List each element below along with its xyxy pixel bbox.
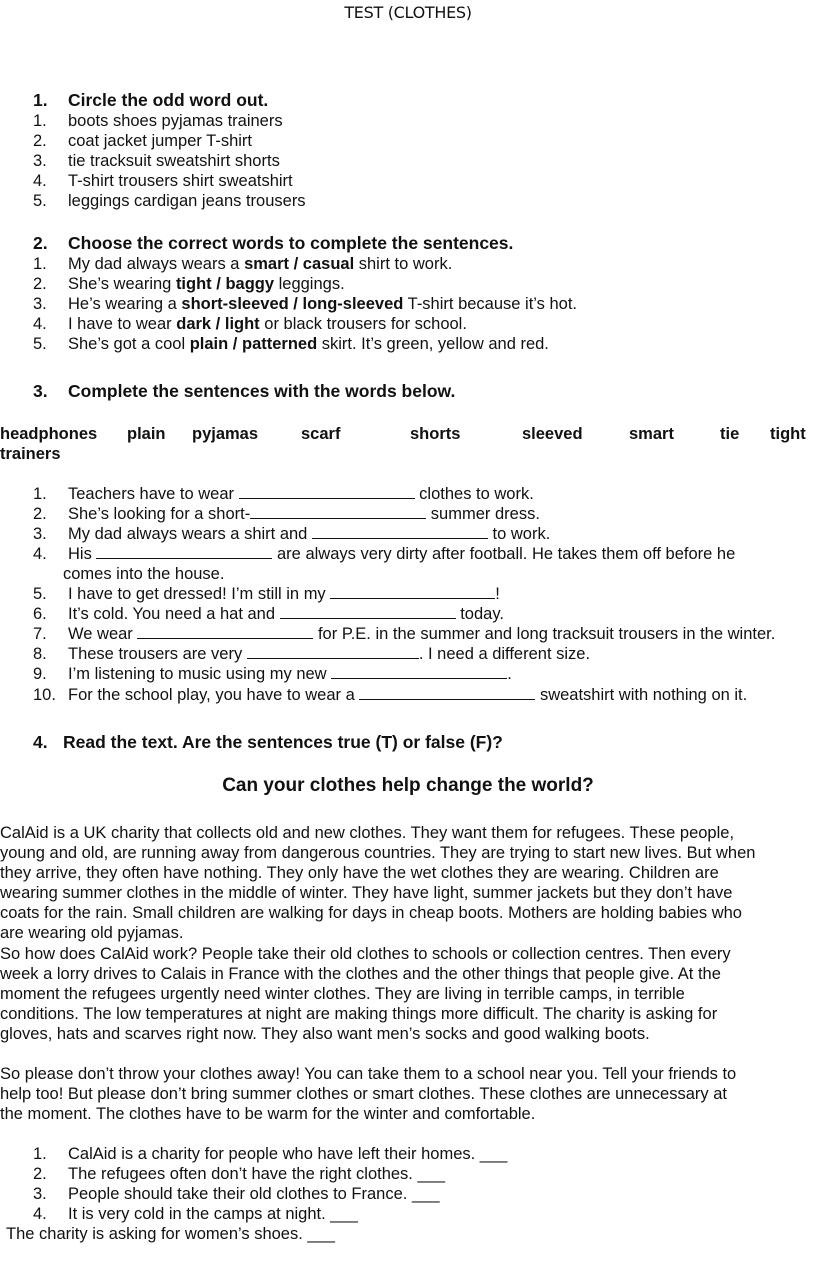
list-item-continuation: comes into the house.: [63, 565, 225, 583]
answer-blank[interactable]: [239, 484, 415, 499]
option-word[interactable]: tight: [175, 275, 212, 293]
list-item: 5. I have to get dressed! I’m still in my !: [33, 585, 500, 603]
answer-blank[interactable]: [331, 664, 507, 679]
true-false-statement: 4. It is very cold in the camps at night. ___: [33, 1205, 358, 1223]
true-false-statement: The charity is asking for women’s shoes. ___: [6, 1225, 335, 1243]
word-bank-item: scarf: [301, 425, 341, 443]
section-2-heading: 2. Choose the correct words to complete the sentences.: [33, 233, 514, 253]
page-title: TEST (CLOTHES): [344, 3, 472, 22]
word-bank-item: sleeved: [522, 425, 583, 443]
option-word[interactable]: dark: [176, 315, 212, 333]
answer-blank[interactable]: [280, 604, 456, 619]
word-bank-item: shorts: [410, 425, 461, 443]
list-item: 1. boots shoes pyjamas trainers: [33, 112, 283, 130]
list-item: 10. For the school play, you have to wear a sweatshirt with nothing on it.: [33, 686, 748, 704]
list-item: 2. She’s looking for a short- summer dress.: [33, 505, 540, 523]
list-item: 4. T-shirt trousers shirt sweatshirt: [33, 172, 293, 190]
list-item: 5. She’s got a cool plain / patterned skirt. It’s green, yellow and red.: [33, 335, 549, 353]
word-bank-item: tight: [770, 425, 806, 443]
answer-blank[interactable]: [96, 544, 272, 559]
section-1-heading: 1. Circle the odd word out.: [33, 90, 269, 110]
option-word[interactable]: long-sleeved: [302, 295, 404, 313]
list-item: 3. My dad always wears a shirt and to work.: [33, 525, 551, 543]
true-false-statement: 2. The refugees often don’t have the right clothes. ___: [33, 1165, 446, 1183]
list-item: 4. His are always very dirty after football. He takes them off before he: [33, 545, 736, 563]
answer-blank[interactable]: ___: [411, 1185, 440, 1203]
answer-blank[interactable]: ___: [417, 1165, 446, 1183]
true-false-statement: 1. CalAid is a charity for people who have left their homes. ___: [33, 1145, 508, 1163]
list-item: 3. He’s wearing a short-sleeved / long-sleeved T-shirt because it’s hot.: [33, 295, 578, 313]
list-item: 2. She’s wearing tight / baggy leggings.: [33, 275, 345, 293]
option-word[interactable]: short-sleeved: [181, 295, 289, 313]
option-word[interactable]: casual: [302, 255, 355, 273]
section-4-heading: 4. Read the text. Are the sentences true (T) or false (F)?: [33, 732, 503, 752]
list-item: 9. I’m listening to music using my new .: [33, 665, 512, 683]
list-item: 2. coat jacket jumper T-shirt: [33, 132, 253, 150]
list-item: 7. We wear for P.E. in the summer and long tracksuit trousers in the winter.: [33, 625, 776, 643]
word-bank-item: pyjamas: [192, 425, 259, 443]
option-word[interactable]: baggy: [225, 275, 275, 293]
article-title: Can your clothes help change the world?: [222, 775, 594, 796]
option-word[interactable]: light: [224, 315, 260, 333]
option-word[interactable]: patterned: [241, 335, 318, 353]
list-item: 5. leggings cardigan jeans trousers: [33, 192, 306, 210]
article-paragraph: So how does CalAid work? People take their old clothes to schools or collection centres. Then every week a lorry drives to Calais in France with the clothes and the other things that people give. At the moment the refugees urgently need winter clothes. They are living in terrible camps, in terrible conditions. The low temperatures at night are making things more difficult. The charity is asking for gloves, hats and scarves right now. They also want men’s socks and good walking boots.: [0, 945, 731, 1044]
true-false-statement: 3. People should take their old clothes to France. ___: [33, 1185, 440, 1203]
list-item: 1. Teachers have to wear clothes to work.: [33, 485, 534, 503]
answer-blank[interactable]: [137, 624, 313, 639]
list-item: 3. tie tracksuit sweatshirt shorts: [33, 152, 280, 170]
word-bank-item: trainers: [0, 445, 61, 463]
answer-blank[interactable]: [312, 524, 488, 539]
article-paragraph: CalAid is a UK charity that collects old and new clothes. They want them for refugees. These people, young and old, are running away from dangerous countries. They are trying to start new lives. But when they arrive, they often have nothing. They only have the wet clothes they are wearing. Children are wearing summer clothes in the middle of winter. They have light, summer jackets but they don’t have coats for the rain. Small children are walking for days in cheap boots. Mothers are holding babies who are wearing old pyjamas.: [0, 824, 756, 943]
section-3-heading: 3. Complete the sentences with the words below.: [33, 381, 456, 401]
article-paragraph: So please don’t throw your clothes away! You can take them to a school near you. Tell your friends to help too! But please don’t bring summer clothes or smart clothes. These clothes are unnecessary at the moment. The clothes have to be warm for the winter and comfortable.: [0, 1065, 737, 1124]
answer-blank[interactable]: ___: [307, 1225, 335, 1243]
answer-blank[interactable]: ___: [330, 1205, 358, 1223]
list-item: 4. I have to wear dark / light or black trousers for school.: [33, 315, 467, 333]
answer-blank[interactable]: [250, 504, 426, 519]
list-item: 1. My dad always wears a smart / casual shirt to work.: [33, 255, 453, 273]
word-bank-item: headphones: [0, 425, 98, 443]
word-bank-item: plain: [127, 425, 166, 443]
answer-blank[interactable]: ___: [479, 1145, 508, 1163]
answer-blank[interactable]: [247, 644, 419, 659]
word-bank-item: tie: [720, 425, 740, 443]
option-word[interactable]: smart: [244, 255, 290, 273]
answer-blank[interactable]: [359, 685, 535, 700]
list-item: 6. It’s cold. You need a hat and today.: [33, 605, 504, 623]
option-word[interactable]: plain: [189, 335, 229, 353]
word-bank: [0, 424, 808, 463]
word-bank-item: smart: [629, 425, 674, 443]
list-item: 8. These trousers are very . I need a different size.: [33, 645, 591, 663]
answer-blank[interactable]: [330, 584, 495, 599]
